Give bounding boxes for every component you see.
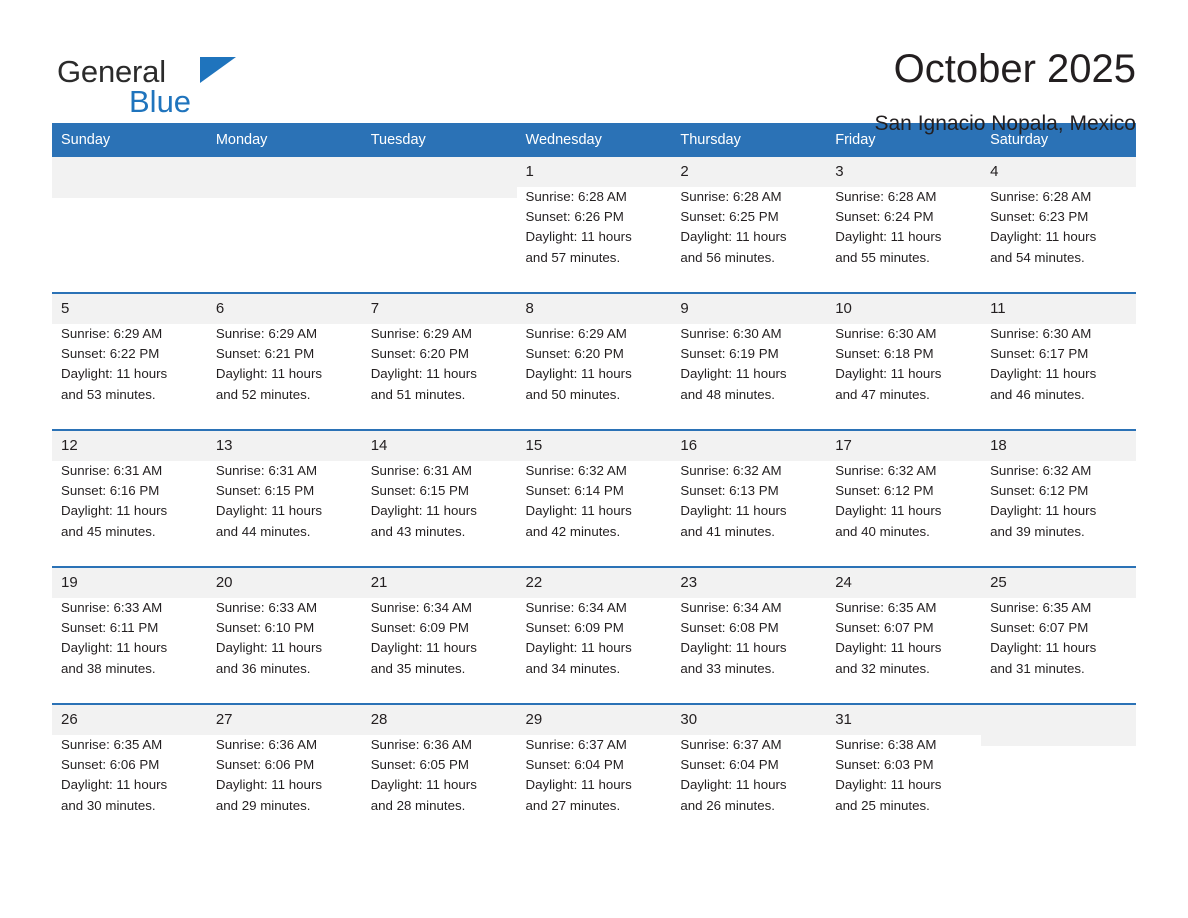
daylight-text: Daylight: 11 hours [215, 366, 323, 382]
calendar-day-cell[interactable] [52, 704, 207, 840]
daylight-text: and 54 minutes. [990, 249, 1085, 265]
sunset-text: Sunset: 6:16 PM [61, 482, 160, 498]
daylight-text: and 29 minutes. [215, 797, 311, 813]
day-details [207, 598, 362, 680]
day-details [517, 187, 672, 269]
calendar-empty-cell [362, 157, 517, 293]
sunset-text: Sunset: 6:09 PM [370, 619, 469, 635]
calendar-body [52, 157, 1136, 840]
daylight-text: and 34 minutes. [525, 660, 621, 676]
weekday-header-wednesday: Wednesday [517, 123, 672, 157]
day-details [981, 461, 1136, 543]
day-details [52, 598, 207, 680]
calendar-day-cell[interactable] [671, 293, 826, 430]
calendar-day-cell[interactable] [517, 293, 672, 430]
logo-text-blue: Blue [129, 84, 192, 119]
day-number-band [207, 431, 362, 461]
calendar-day-cell[interactable] [671, 567, 826, 704]
daylight-text: and 56 minutes. [680, 249, 775, 265]
calendar-day-cell[interactable] [517, 430, 672, 567]
day-details [826, 324, 981, 406]
daylight-text: and 30 minutes. [61, 797, 156, 813]
day-number-band [671, 705, 826, 735]
calendar-day-cell[interactable] [362, 430, 517, 567]
daylight-text: Daylight: 11 hours [61, 777, 168, 793]
sunrise-text: Sunrise: 6:33 AM [61, 599, 163, 615]
sunset-text: Sunset: 6:22 PM [61, 345, 160, 361]
calendar-day-cell[interactable] [981, 567, 1136, 704]
daylight-text: and 26 minutes. [680, 797, 775, 813]
sunset-text: Sunset: 6:18 PM [835, 345, 934, 361]
sunset-text: Sunset: 6:15 PM [370, 482, 469, 498]
day-number: 23 [680, 574, 698, 591]
daylight-text: and 28 minutes. [370, 797, 466, 813]
day-number: 13 [215, 437, 233, 454]
daylight-text: and 51 minutes. [370, 386, 466, 402]
day-number: 30 [680, 711, 698, 728]
sunset-text: Sunset: 6:06 PM [215, 756, 315, 772]
daylight-text: and 27 minutes. [525, 797, 621, 813]
day-number: 31 [835, 711, 852, 728]
sunset-text: Sunset: 6:12 PM [835, 482, 934, 498]
day-number-band [826, 568, 981, 598]
daylight-text: Daylight: 11 hours [61, 503, 168, 519]
sunrise-text: Sunrise: 6:35 AM [61, 736, 163, 752]
day-details [671, 735, 826, 817]
day-details [362, 461, 517, 543]
sunset-text: Sunset: 6:07 PM [835, 619, 934, 635]
day-details [517, 324, 672, 406]
sunrise-text: Sunrise: 6:38 AM [835, 736, 937, 752]
day-number: 20 [215, 574, 233, 591]
daylight-text: and 35 minutes. [370, 660, 466, 676]
day-details [671, 187, 826, 269]
calendar-day-cell[interactable] [517, 567, 672, 704]
day-number: 4 [990, 163, 999, 180]
day-number-band [52, 431, 207, 461]
day-number [216, 164, 353, 181]
day-number: 17 [835, 437, 852, 454]
calendar-day-cell[interactable] [52, 567, 207, 704]
calendar-day-cell[interactable] [981, 430, 1136, 567]
day-number-band [52, 568, 207, 598]
day-details [826, 598, 981, 680]
calendar-day-cell[interactable] [826, 157, 981, 293]
daylight-text: and 50 minutes. [525, 386, 621, 402]
sunrise-text: Sunrise: 6:37 AM [525, 736, 627, 752]
daylight-text: and 43 minutes. [370, 523, 466, 539]
daylight-text: Daylight: 11 hours [990, 366, 1097, 382]
day-details [981, 187, 1136, 269]
day-number: 24 [835, 574, 852, 591]
daylight-text: and 45 minutes. [61, 523, 156, 539]
title-block [875, 46, 1137, 136]
daylight-text: Daylight: 11 hours [525, 229, 632, 245]
daylight-text: Daylight: 11 hours [680, 229, 787, 245]
daylight-text: and 36 minutes. [215, 660, 311, 676]
calendar-table [52, 123, 1136, 840]
daylight-text: Daylight: 11 hours [835, 503, 942, 519]
day-number: 27 [215, 711, 233, 728]
calendar-day-cell[interactable] [362, 293, 517, 430]
day-number: 12 [61, 437, 78, 454]
day-details [52, 324, 207, 406]
sunset-text: Sunset: 6:20 PM [370, 345, 469, 361]
daylight-text: Daylight: 11 hours [370, 366, 477, 382]
day-number-band [207, 705, 362, 735]
sunset-text: Sunset: 6:24 PM [835, 208, 934, 224]
day-number-band [981, 705, 1136, 746]
sunset-text: Sunset: 6:04 PM [525, 756, 624, 772]
daylight-text: Daylight: 11 hours [370, 777, 477, 793]
logo-triangle-icon [200, 57, 236, 83]
daylight-text: Daylight: 11 hours [990, 503, 1097, 519]
day-number-band [981, 294, 1136, 324]
day-number-band [981, 431, 1136, 461]
day-number-band [517, 294, 672, 324]
sunrise-text: Sunrise: 6:34 AM [370, 599, 472, 615]
day-details [207, 735, 362, 817]
location-subtitle: San Ignacio Nopala, Mexico [874, 112, 1136, 135]
day-number-band [52, 705, 207, 735]
calendar-day-cell[interactable] [826, 704, 981, 840]
sunrise-text: Sunrise: 6:34 AM [525, 599, 627, 615]
sunset-text: Sunset: 6:08 PM [680, 619, 779, 635]
calendar-day-cell[interactable] [52, 293, 207, 430]
sunrise-text: Sunrise: 6:32 AM [525, 462, 627, 478]
sunrise-text: Sunrise: 6:31 AM [61, 462, 163, 478]
day-number-band [671, 294, 826, 324]
sunset-text: Sunset: 6:26 PM [525, 208, 624, 224]
sunset-text: Sunset: 6:03 PM [835, 756, 934, 772]
weekday-header-thursday: Thursday [671, 123, 826, 157]
sunrise-text: Sunrise: 6:28 AM [680, 188, 782, 204]
day-number: 5 [61, 300, 70, 317]
day-number-band [207, 157, 362, 198]
daylight-text: and 47 minutes. [835, 386, 930, 402]
daylight-text: and 31 minutes. [990, 660, 1085, 676]
calendar-day-cell[interactable] [981, 293, 1136, 430]
day-details [826, 735, 981, 817]
day-number-band [517, 705, 672, 735]
day-number-band [362, 705, 517, 735]
day-number-band [517, 568, 672, 598]
calendar-day-cell[interactable] [826, 430, 981, 567]
day-number: 1 [525, 163, 534, 180]
day-number-band [671, 157, 826, 187]
calendar-day-cell[interactable] [671, 704, 826, 840]
day-number [990, 712, 1127, 729]
day-details [981, 324, 1136, 406]
day-number-band [981, 157, 1136, 187]
calendar-empty-cell [52, 157, 207, 293]
sunrise-text: Sunrise: 6:36 AM [370, 736, 472, 752]
day-number-band [826, 431, 981, 461]
daylight-text: and 44 minutes. [215, 523, 311, 539]
day-details [671, 461, 826, 543]
day-details [517, 735, 672, 817]
daylight-text: Daylight: 11 hours [215, 777, 323, 793]
day-number: 10 [835, 300, 852, 317]
calendar-empty-cell [207, 157, 362, 293]
general-blue-logo [52, 46, 252, 119]
sunrise-text: Sunrise: 6:32 AM [680, 462, 782, 478]
page-header [52, 0, 1136, 135]
weekday-header-friday: Friday [826, 123, 981, 157]
calendar-day-cell[interactable] [52, 430, 207, 567]
daylight-text: and 38 minutes. [61, 660, 156, 676]
daylight-text: and 48 minutes. [680, 386, 775, 402]
sunset-text: Sunset: 6:12 PM [990, 482, 1089, 498]
day-details [52, 461, 207, 543]
sunrise-text: Sunrise: 6:34 AM [680, 599, 782, 615]
daylight-text: Daylight: 11 hours [525, 640, 632, 656]
day-number-band [52, 294, 207, 324]
day-number-band [52, 157, 207, 198]
sunrise-text: Sunrise: 6:30 AM [990, 325, 1092, 341]
calendar-day-cell[interactable] [517, 157, 672, 293]
daylight-text: Daylight: 11 hours [835, 640, 942, 656]
day-details [517, 461, 672, 543]
sunrise-text: Sunrise: 6:33 AM [215, 599, 318, 615]
day-number: 15 [525, 437, 543, 454]
sunrise-text: Sunrise: 6:29 AM [525, 325, 627, 341]
sunrise-text: Sunrise: 6:28 AM [835, 188, 937, 204]
day-details [362, 324, 517, 406]
daylight-text: Daylight: 11 hours [835, 366, 942, 382]
calendar-week-row [52, 157, 1136, 293]
sunset-text: Sunset: 6:23 PM [990, 208, 1089, 224]
daylight-text: Daylight: 11 hours [680, 640, 787, 656]
day-number-band [207, 568, 362, 598]
day-number: 29 [525, 711, 543, 728]
daylight-text: Daylight: 11 hours [680, 366, 787, 382]
day-number-band [671, 568, 826, 598]
calendar-day-cell[interactable] [207, 430, 362, 567]
day-number [61, 164, 198, 181]
sunset-text: Sunset: 6:21 PM [215, 345, 315, 361]
sunrise-text: Sunrise: 6:28 AM [525, 188, 627, 204]
day-number-band [517, 157, 672, 187]
daylight-text: Daylight: 11 hours [370, 640, 477, 656]
day-number: 19 [61, 574, 78, 591]
sunset-text: Sunset: 6:14 PM [525, 482, 624, 498]
sunset-text: Sunset: 6:09 PM [525, 619, 624, 635]
sunrise-text: Sunrise: 6:35 AM [990, 599, 1092, 615]
day-number: 6 [215, 300, 225, 317]
sunrise-text: Sunrise: 6:29 AM [370, 325, 472, 341]
daylight-text: and 52 minutes. [215, 386, 311, 402]
daylight-text: and 46 minutes. [990, 386, 1085, 402]
sunset-text: Sunset: 6:07 PM [990, 619, 1089, 635]
sunrise-text: Sunrise: 6:31 AM [215, 462, 318, 478]
day-number: 8 [525, 300, 534, 317]
daylight-text: and 53 minutes. [61, 386, 156, 402]
sunrise-text: Sunrise: 6:35 AM [835, 599, 937, 615]
daylight-text: Daylight: 11 hours [835, 777, 942, 793]
sunset-text: Sunset: 6:13 PM [680, 482, 779, 498]
daylight-text: Daylight: 11 hours [215, 640, 323, 656]
day-number-band [362, 157, 517, 198]
daylight-text: and 40 minutes. [835, 523, 930, 539]
daylight-text: Daylight: 11 hours [61, 366, 168, 382]
daylight-text: Daylight: 11 hours [990, 640, 1097, 656]
daylight-text: and 57 minutes. [525, 249, 621, 265]
day-details [826, 187, 981, 269]
day-number: 21 [370, 574, 388, 591]
day-number: 28 [370, 711, 388, 728]
sunset-text: Sunset: 6:10 PM [215, 619, 315, 635]
calendar-day-cell[interactable] [362, 704, 517, 840]
day-details [52, 735, 207, 817]
sunset-text: Sunset: 6:11 PM [61, 619, 159, 635]
day-number-band [826, 157, 981, 187]
day-number: 3 [835, 163, 844, 180]
daylight-text: Daylight: 11 hours [525, 777, 632, 793]
day-number [371, 164, 508, 181]
day-number-band [207, 294, 362, 324]
day-number: 16 [680, 437, 698, 454]
daylight-text: Daylight: 11 hours [525, 366, 632, 382]
day-number: 7 [370, 300, 380, 317]
calendar-day-cell[interactable] [981, 157, 1136, 293]
day-details [362, 735, 517, 817]
sunset-text: Sunset: 6:20 PM [525, 345, 624, 361]
daylight-text: Daylight: 11 hours [990, 229, 1097, 245]
sunrise-text: Sunrise: 6:31 AM [370, 462, 472, 478]
day-details [362, 598, 517, 680]
calendar-day-cell[interactable] [362, 567, 517, 704]
calendar-week-row [52, 430, 1136, 567]
sunrise-text: Sunrise: 6:36 AM [215, 736, 318, 752]
day-number-band [517, 431, 672, 461]
weekday-header-monday: Monday [207, 123, 362, 157]
calendar-week-row [52, 293, 1136, 430]
calendar-empty-cell [981, 704, 1136, 840]
calendar-day-cell[interactable] [207, 293, 362, 430]
calendar-week-row [52, 704, 1136, 840]
calendar-day-cell[interactable] [671, 430, 826, 567]
sunrise-text: Sunrise: 6:30 AM [835, 325, 937, 341]
calendar-day-cell[interactable] [207, 704, 362, 840]
calendar-day-cell[interactable] [207, 567, 362, 704]
sunrise-text: Sunrise: 6:32 AM [835, 462, 937, 478]
daylight-text: and 32 minutes. [835, 660, 930, 676]
sunrise-text: Sunrise: 6:29 AM [215, 325, 318, 341]
daylight-text: and 25 minutes. [835, 797, 930, 813]
day-details [517, 598, 672, 680]
sunset-text: Sunset: 6:15 PM [215, 482, 315, 498]
day-details [671, 324, 826, 406]
sunrise-text: Sunrise: 6:28 AM [990, 188, 1092, 204]
sunset-text: Sunset: 6:17 PM [990, 345, 1089, 361]
calendar-day-cell[interactable] [671, 157, 826, 293]
sunrise-text: Sunrise: 6:29 AM [61, 325, 163, 341]
day-number-band [826, 294, 981, 324]
logo-text-general: General [57, 54, 166, 89]
day-number-band [981, 568, 1136, 598]
sunrise-text: Sunrise: 6:30 AM [680, 325, 782, 341]
day-number: 11 [990, 300, 1006, 317]
day-number: 18 [990, 437, 1007, 454]
sunset-text: Sunset: 6:04 PM [680, 756, 779, 772]
daylight-text: Daylight: 11 hours [835, 229, 942, 245]
sunset-text: Sunset: 6:19 PM [680, 345, 779, 361]
daylight-text: Daylight: 11 hours [370, 503, 477, 519]
daylight-text: Daylight: 11 hours [680, 777, 787, 793]
day-number-band [671, 431, 826, 461]
daylight-text: Daylight: 11 hours [525, 503, 632, 519]
day-details [671, 598, 826, 680]
calendar-week-row [52, 567, 1136, 704]
daylight-text: Daylight: 11 hours [215, 503, 323, 519]
daylight-text: and 42 minutes. [525, 523, 621, 539]
weekday-header-saturday: Saturday [981, 123, 1136, 157]
sunset-text: Sunset: 6:05 PM [370, 756, 469, 772]
day-number-band [362, 431, 517, 461]
day-details [207, 461, 362, 543]
daylight-text: and 33 minutes. [680, 660, 775, 676]
weekday-header-sunday: Sunday [52, 123, 207, 157]
sunset-text: Sunset: 6:06 PM [61, 756, 160, 772]
day-number-band [362, 568, 517, 598]
day-number: 9 [680, 300, 689, 317]
day-number: 26 [61, 711, 78, 728]
day-details [981, 598, 1136, 680]
daylight-text: and 39 minutes. [990, 523, 1085, 539]
sunrise-text: Sunrise: 6:37 AM [680, 736, 782, 752]
day-number: 25 [990, 574, 1007, 591]
calendar-day-cell[interactable] [517, 704, 672, 840]
day-number-band [826, 705, 981, 735]
day-details [207, 324, 362, 406]
day-number: 22 [525, 574, 543, 591]
day-number-band [362, 294, 517, 324]
calendar-day-cell[interactable] [826, 567, 981, 704]
daylight-text: Daylight: 11 hours [61, 640, 168, 656]
sunrise-text: Sunrise: 6:32 AM [990, 462, 1092, 478]
weekday-header-tuesday: Tuesday [362, 123, 517, 157]
calendar-day-cell[interactable] [826, 293, 981, 430]
daylight-text: and 55 minutes. [835, 249, 930, 265]
page-title: October 2025 [893, 47, 1136, 91]
daylight-text: and 41 minutes. [680, 523, 775, 539]
day-number: 14 [370, 437, 388, 454]
day-details [826, 461, 981, 543]
daylight-text: Daylight: 11 hours [680, 503, 787, 519]
sunset-text: Sunset: 6:25 PM [680, 208, 779, 224]
day-number: 2 [680, 163, 689, 180]
